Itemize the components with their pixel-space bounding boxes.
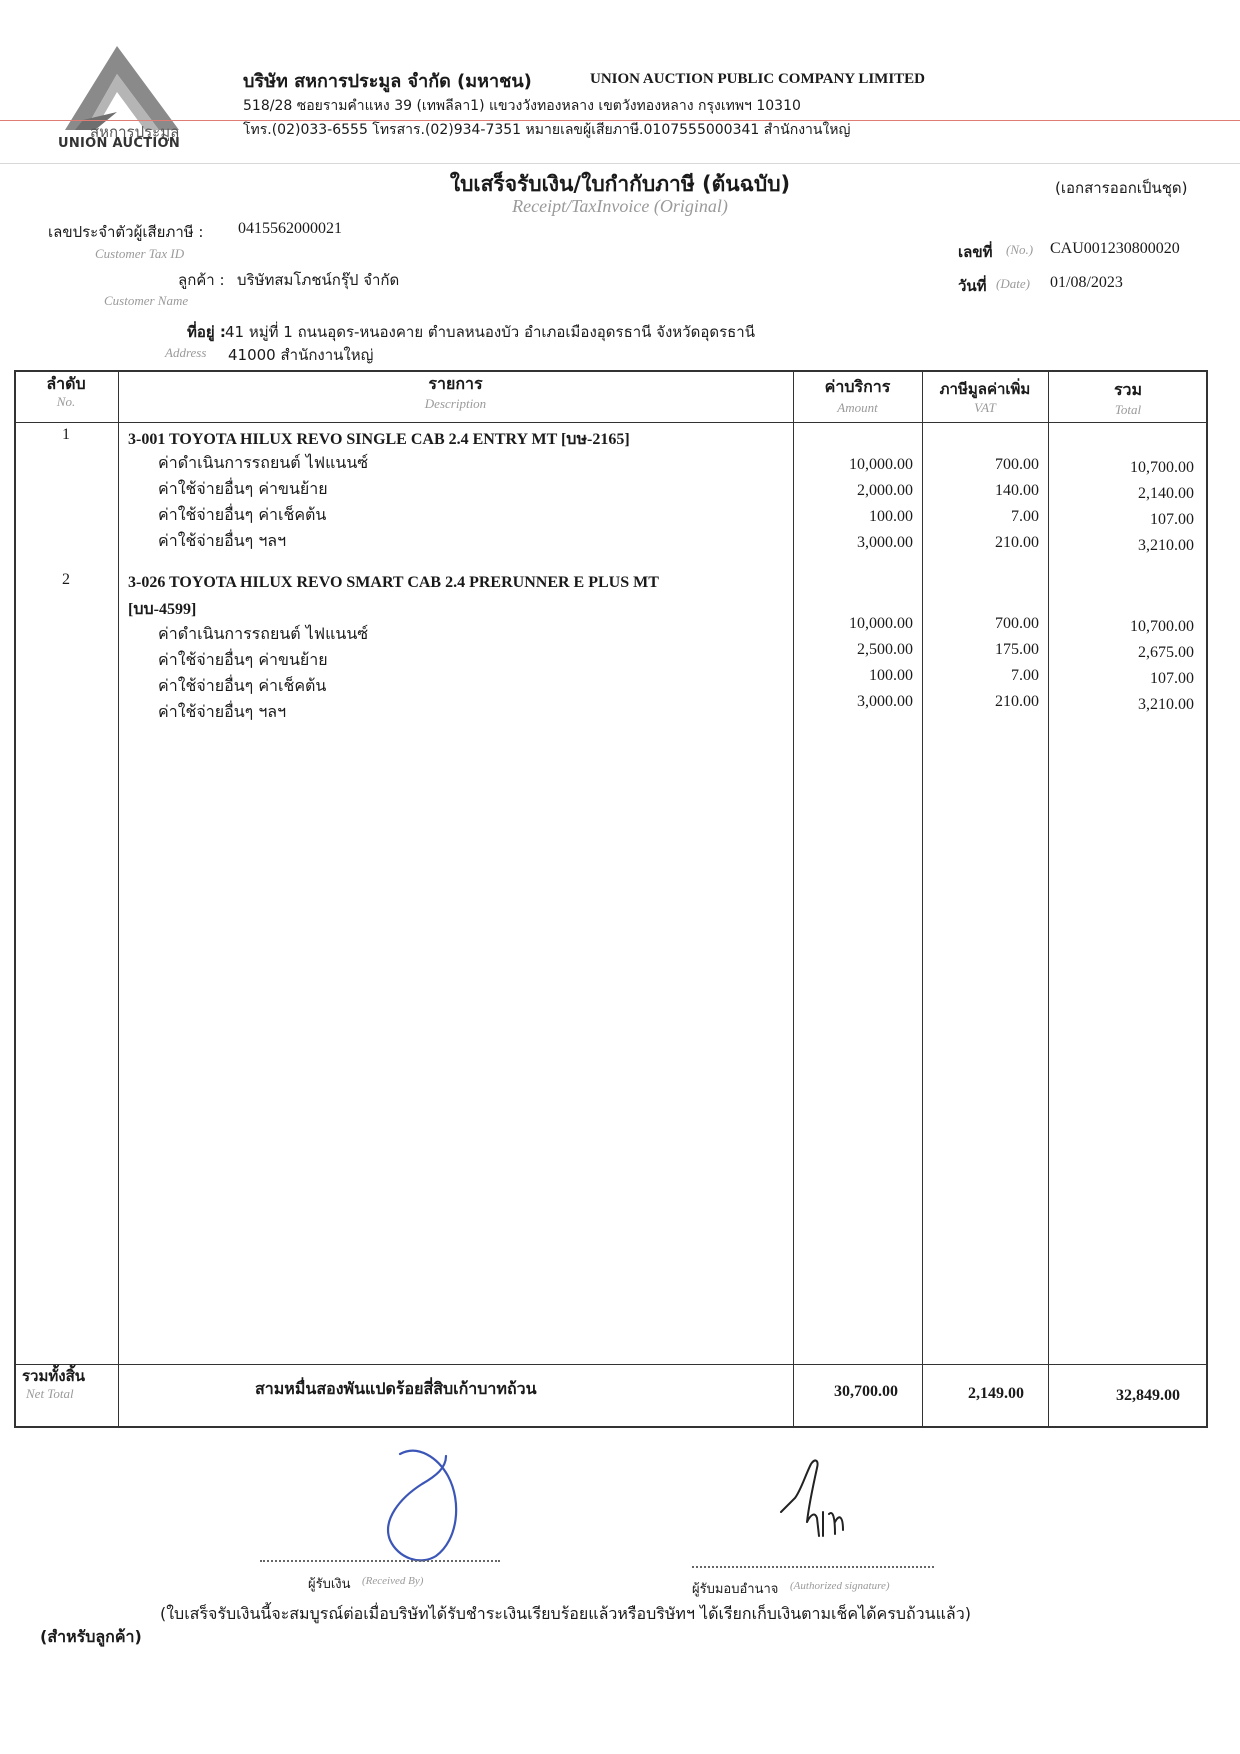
authorized-label: ผู้รับมอบอำนาจ — [692, 1582, 779, 1597]
doc-no-label: เลขที่ — [958, 243, 993, 261]
net-total-vat: 2,149.00 — [968, 1385, 1024, 1402]
line-vat: 140.00 — [995, 482, 1039, 499]
company-contact: โทร.(02)033-6555 โทรสาร.(02)934-7351 หมายเลขผู้เสียภาษี.0107555000341 สำนักงานใหญ่ — [243, 122, 851, 138]
line-amount: 3,000.00 — [857, 534, 913, 551]
line-total: 2,140.00 — [1138, 485, 1194, 502]
customer-tax-label-en: Customer Tax ID — [95, 246, 185, 261]
item-title-plate: [บบ-4599] — [128, 601, 197, 618]
table-total-divider — [14, 1364, 1208, 1365]
header-vat: ภาษีมูลค่าเพิ่ม — [939, 380, 1031, 398]
document-title-th: ใบเสร็จรับเงิน/ใบกำกับภาษี (ต้นฉบับ) — [449, 172, 791, 196]
line-total: 10,700.00 — [1130, 618, 1194, 635]
line-vat: 700.00 — [995, 456, 1039, 473]
line-vat: 210.00 — [995, 693, 1039, 710]
authorized-label-en: (Authorized signature) — [790, 1580, 890, 1592]
document-title-en: Receipt/TaxInvoice (Original) — [512, 196, 728, 216]
header-divider-gray — [0, 163, 1240, 164]
doc-date-label: วันที่ — [958, 277, 987, 295]
header-amount-en: Amount — [837, 400, 878, 415]
authorized-signature — [775, 1452, 865, 1551]
header-vat-en: VAT — [974, 400, 996, 415]
customer-tax-label: เลขประจำตัวผู้เสียภาษี : — [48, 223, 204, 241]
customer-address-line2: 41000 สำนักงานใหญ่ — [228, 346, 374, 364]
net-total-label: รวมทั้งสิ้น — [22, 1367, 85, 1385]
line-description: ค่าใช้จ่ายอื่นๆ ค่าเช็คต้น — [158, 505, 327, 524]
doc-no-value: CAU001230800020 — [1050, 240, 1180, 257]
company-address: 518/28 ซอยรามคำแหง 39 (เทพลีลา1) แขวงวังทองหลาง เขตวังทองหลาง กรุงเทพฯ 10310 — [243, 98, 801, 114]
line-vat: 700.00 — [995, 615, 1039, 632]
receiver-signature-line — [260, 1560, 500, 1562]
header-no: ลำดับ — [46, 374, 86, 393]
line-amount: 100.00 — [869, 667, 913, 684]
customer-name-label-en: Customer Name — [104, 293, 189, 308]
company-name-en: UNION AUCTION PUBLIC COMPANY LIMITED — [590, 71, 926, 87]
customer-address-line1: 41 หมู่ที่ 1 ถนนอุดร-หนองคาย ตำบลหนองบัว อำเภอเมืองอุดรธานี จังหวัดอุดรธานี — [225, 323, 755, 341]
line-description: ค่าใช้จ่ายอื่นๆ ฯลฯ — [158, 531, 287, 550]
net-total-amount: 30,700.00 — [834, 1383, 898, 1400]
item-no: 1 — [62, 426, 70, 443]
authorized-signature-line — [692, 1566, 934, 1568]
header-total: รวม — [1113, 380, 1143, 399]
table-col-divider — [793, 370, 794, 1428]
line-vat: 210.00 — [995, 534, 1039, 551]
company-name-th: บริษัท สหการประมูล จำกัด (มหาชน) — [243, 71, 532, 92]
line-vat: 175.00 — [995, 641, 1039, 658]
line-total: 107.00 — [1150, 511, 1194, 528]
receiver-label-en: (Received By) — [362, 1575, 424, 1587]
customer-address-label: ที่อยู่ : — [187, 323, 226, 341]
header-no-en: No. — [56, 394, 76, 409]
net-total-total: 32,849.00 — [1116, 1387, 1180, 1404]
table-col-divider — [922, 370, 923, 1428]
customer-tax-value: 0415562000021 — [238, 220, 342, 237]
doc-date-value: 01/08/2023 — [1050, 274, 1123, 291]
customer-name-label: ลูกค้า : — [178, 271, 225, 289]
customer-address-label-en: Address — [165, 345, 207, 360]
line-total: 107.00 — [1150, 670, 1194, 687]
item-title: 3-001 TOYOTA HILUX REVO SINGLE CAB 2.4 ENTRY MT [บษ-2165] — [128, 431, 630, 448]
line-amount: 2,000.00 — [857, 482, 913, 499]
copy-for-customer: (สำหรับลูกค้า) — [40, 1627, 142, 1646]
line-total: 10,700.00 — [1130, 459, 1194, 476]
line-vat: 7.00 — [1011, 667, 1039, 684]
line-amount: 10,000.00 — [849, 456, 913, 473]
net-total-label-en: Net Total — [26, 1386, 74, 1401]
header-amount: ค่าบริการ — [824, 377, 891, 396]
line-description: ค่าดำเนินการรถยนต์ ไฟแนนซ์ — [158, 624, 369, 643]
line-total: 3,210.00 — [1138, 537, 1194, 554]
table-col-divider — [118, 370, 119, 1428]
doc-no-label-en: (No.) — [1006, 242, 1034, 257]
line-amount: 100.00 — [869, 508, 913, 525]
document-set-note: (เอกสารออกเป็นชุด) — [1055, 179, 1188, 197]
line-vat: 7.00 — [1011, 508, 1039, 525]
header-description-en: Description — [424, 396, 487, 411]
receiver-label: ผู้รับเงิน — [308, 1577, 351, 1592]
logo-text-en: UNION AUCTION — [58, 136, 181, 151]
line-total: 3,210.00 — [1138, 696, 1194, 713]
line-amount: 3,000.00 — [857, 693, 913, 710]
customer-name-value: บริษัทสมโภชน์กรุ๊ป จำกัด — [237, 271, 400, 289]
receiver-signature — [370, 1440, 480, 1569]
line-amount: 10,000.00 — [849, 615, 913, 632]
receipt-validity-note: (ใบเสร็จรับเงินนี้จะสมบูรณ์ต่อเมื่อบริษัทได้รับชำระเงินเรียบร้อยแล้วหรือบริษัทฯ ได้เรียกเก็บเงินตามเช็คได้ครบถ้วนแล้ว) — [160, 1604, 971, 1623]
line-amount: 2,500.00 — [857, 641, 913, 658]
item-title: 3-026 TOYOTA HILUX REVO SMART CAB 2.4 PRERUNNER E PLUS MT — [128, 574, 659, 591]
doc-date-label-en: (Date) — [996, 276, 1030, 291]
line-description: ค่าดำเนินการรถยนต์ ไฟแนนซ์ — [158, 453, 369, 472]
line-description: ค่าใช้จ่ายอื่นๆ ค่าขนย้าย — [158, 650, 328, 669]
header-description: รายการ — [428, 374, 483, 393]
line-description: ค่าใช้จ่ายอื่นๆ ค่าเช็คต้น — [158, 676, 327, 695]
line-description: ค่าใช้จ่ายอื่นๆ ค่าขนย้าย — [158, 479, 328, 498]
table-header-divider — [14, 422, 1208, 423]
item-no: 2 — [62, 571, 70, 588]
line-description: ค่าใช้จ่ายอื่นๆ ฯลฯ — [158, 702, 287, 721]
header-total-en: Total — [1114, 402, 1142, 417]
net-total-words: สามหมื่นสองพันแปดร้อยสี่สิบเก้าบาทถ้วน — [255, 1379, 537, 1398]
logo-text-th: สหการประมูล — [90, 123, 180, 141]
line-total: 2,675.00 — [1138, 644, 1194, 661]
